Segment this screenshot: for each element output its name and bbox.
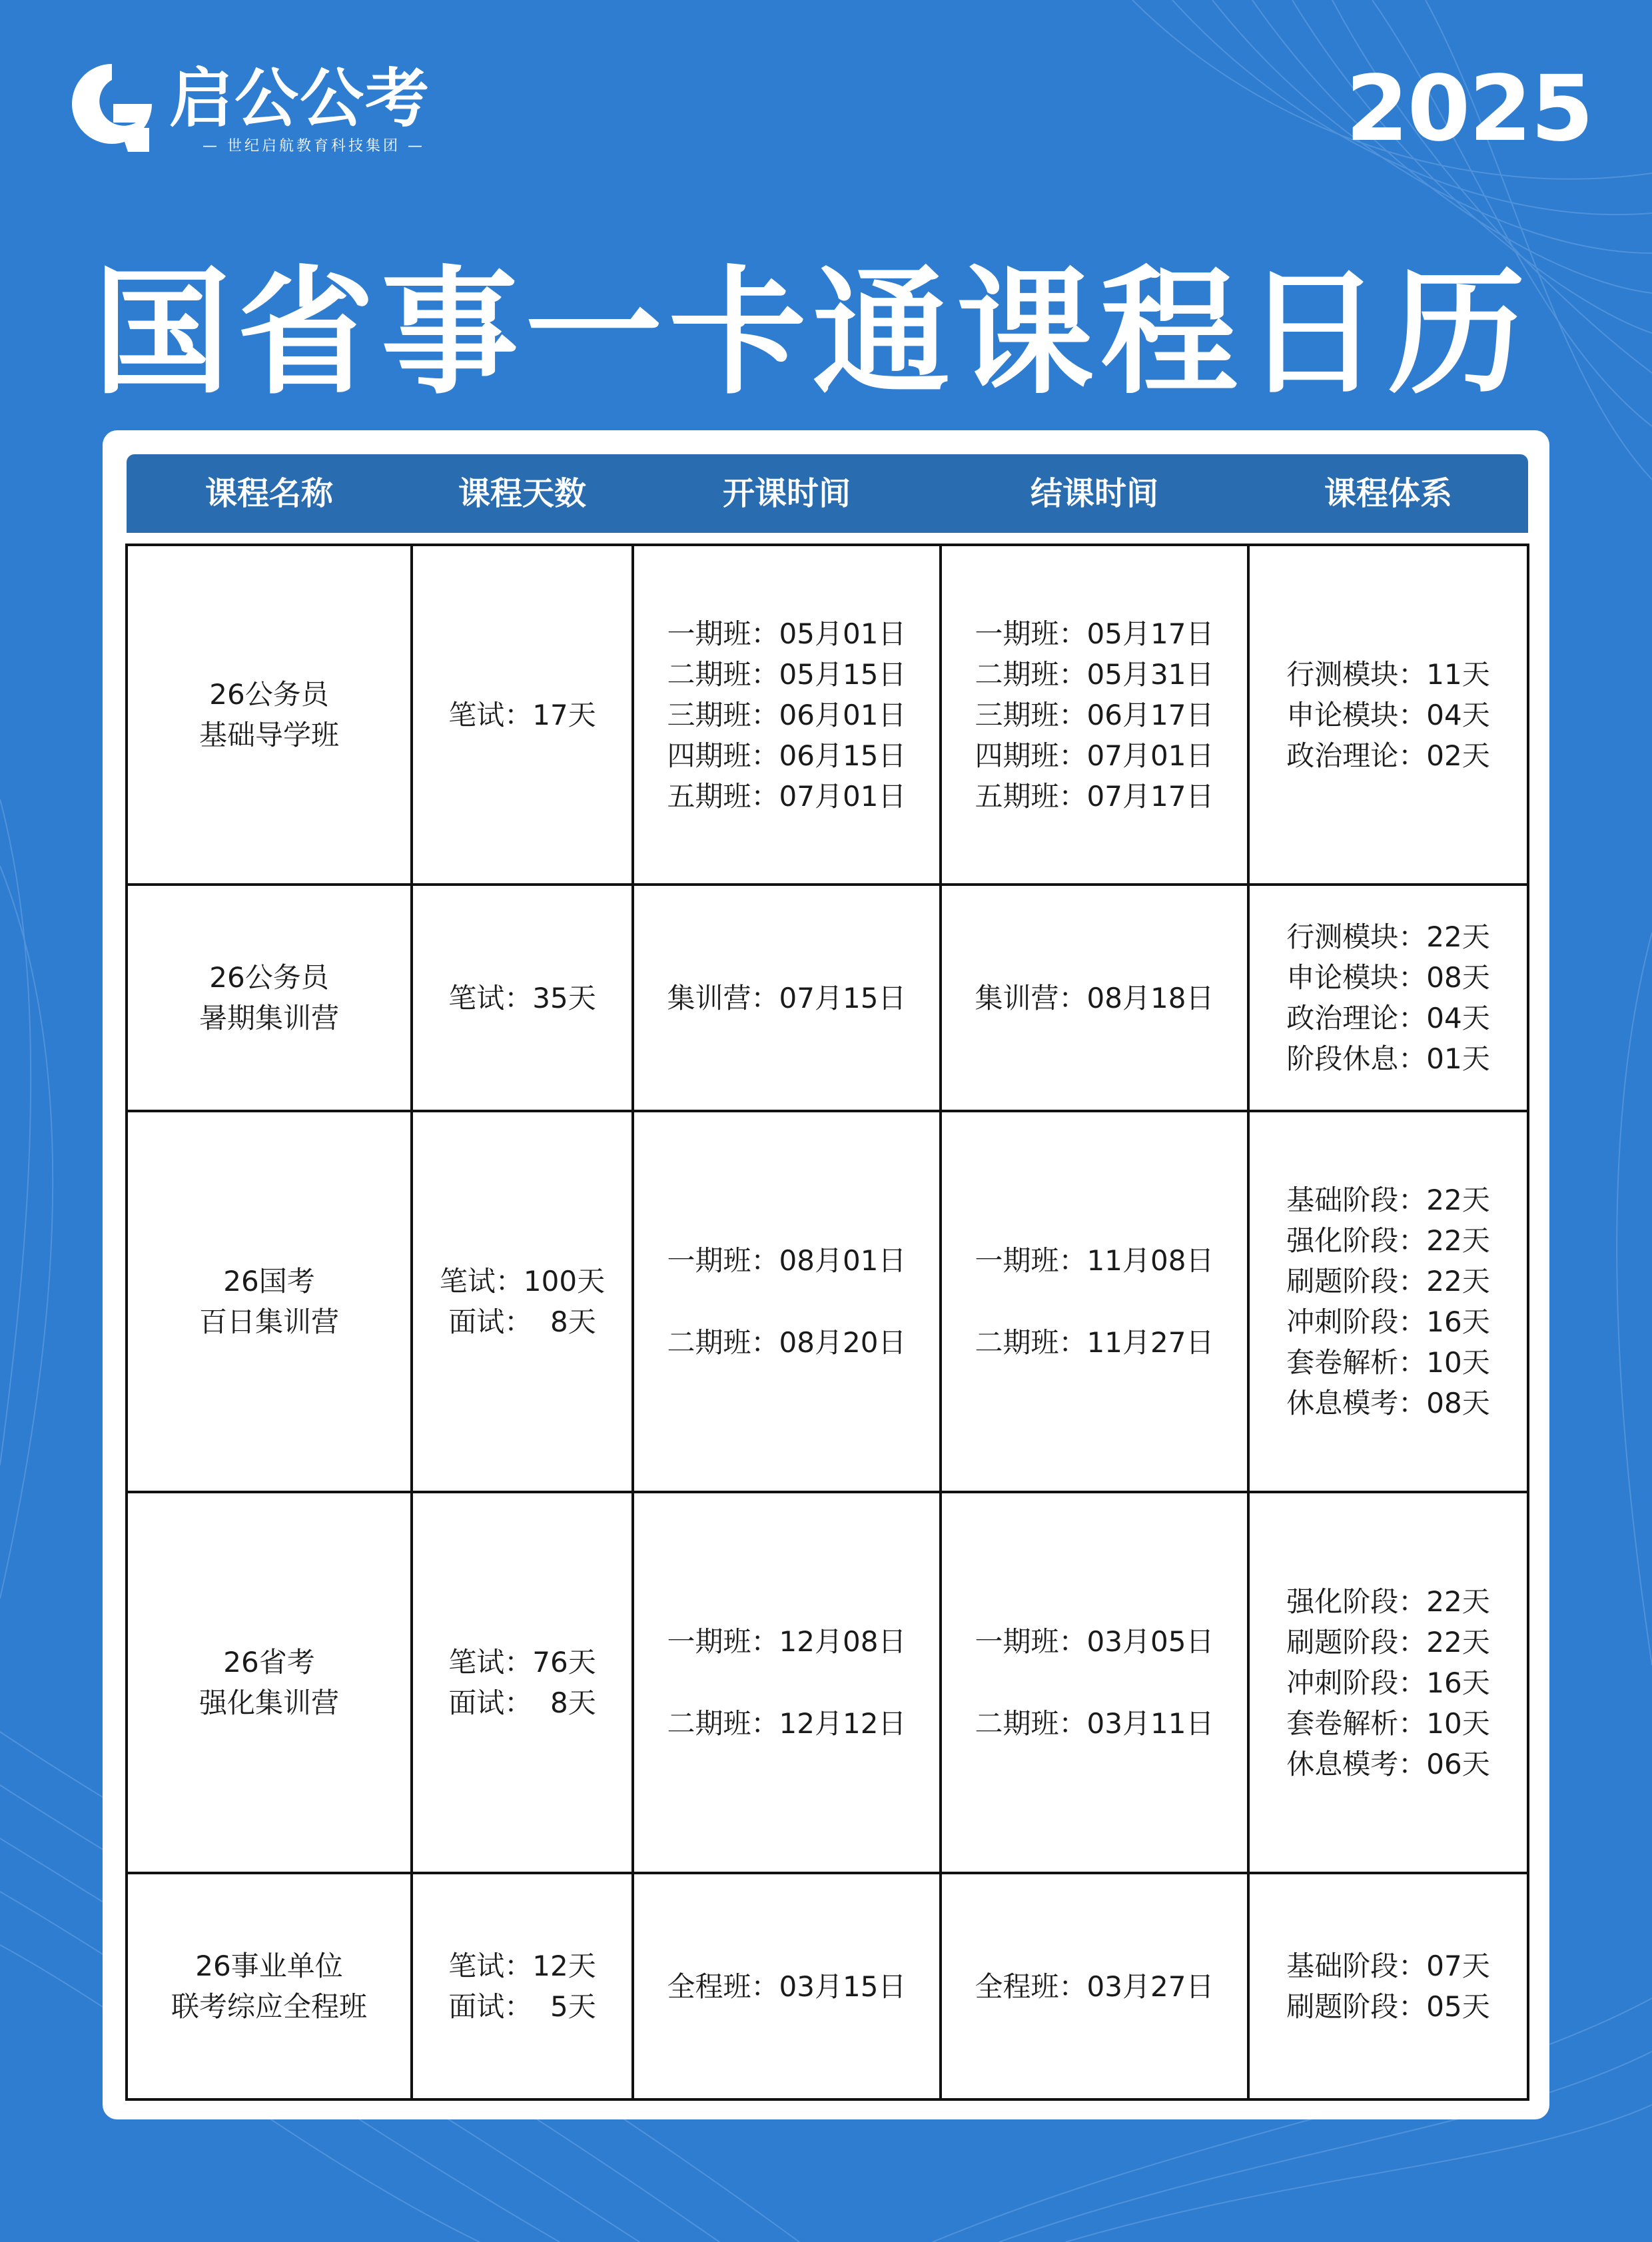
course-system-cell [1248,1873,1528,2099]
start-time-line: 四期班：06月15日 [667,739,907,772]
course-name-cell [127,1873,412,2099]
end-time-line: 一期班：11月08日 [975,1244,1214,1277]
end-time-line: 二期班：11月27日 [975,1326,1214,1359]
page-title: 国省事一卡通课程日历 [93,253,1533,413]
end-time-line: 三期班：06月17日 [975,698,1214,731]
course-name-cell [127,885,412,1111]
course-name-line: 百日集训营 [199,1306,339,1338]
header-start-time: 开课时间 [722,475,851,512]
start-time-line: 二期班：12月12日 [667,1707,907,1740]
course-system-cell [1248,885,1528,1111]
course-system-line: 休息模考：06天 [1286,1747,1490,1780]
course-days-cell [412,1873,633,2099]
course-name-cell [127,1492,412,1873]
course-days-cell [412,1492,633,1873]
course-name-line: 26国考 [223,1265,315,1298]
course-name-line: 强化集训营 [199,1686,339,1719]
course-system-line: 冲刺阶段：16天 [1286,1666,1490,1699]
start-time-cell [633,1111,941,1492]
course-name-line: 联考综应全程班 [171,1990,367,2023]
start-time-line: 集训营：07月15日 [667,981,907,1014]
table-row [127,885,1528,1111]
course-system-line: 冲刺阶段：16天 [1286,1306,1490,1338]
course-system-line: 行测模块：11天 [1286,657,1490,691]
start-time-line: 二期班：08月20日 [667,1326,907,1359]
end-time-line: 一期班：03月05日 [975,1625,1214,1658]
end-time-cell [941,1492,1248,1873]
course-days-line: 面试： 8天 [448,1306,596,1338]
header-course-name: 课程名称 [205,475,333,512]
brand-logo-icon [71,61,157,152]
start-time-line: 一期班：12月08日 [667,1625,907,1658]
start-time-line: 全程班：03月15日 [667,1970,907,2003]
course-days-cell [412,545,633,885]
end-time-line: 集训营：08月18日 [975,981,1214,1014]
start-time-cell [633,1492,941,1873]
course-system-line: 基础阶段：22天 [1286,1184,1490,1216]
course-name-line: 26省考 [223,1646,315,1679]
course-system-line: 基础阶段：07天 [1286,1950,1490,1982]
start-time-line: 二期班：05月15日 [667,657,907,691]
brand-slogan: — 世纪启航教育科技集团 — [203,138,425,155]
course-days-line: 笔试：100天 [439,1265,606,1298]
end-time-cell [941,1111,1248,1492]
start-time-line: 一期班：08月01日 [667,1244,907,1277]
table-row [127,1492,1528,1873]
course-system-line: 申论模块：04天 [1286,698,1490,731]
table-row [127,1873,1528,2099]
course-name-cell [127,1111,412,1492]
end-time-line: 一期班：05月17日 [975,617,1214,650]
header-course-system: 课程体系 [1324,475,1452,512]
course-name-line: 暑期集训营 [199,1002,339,1034]
brand-name: 启公公考 [169,61,430,136]
course-system-line: 套卷解析：10天 [1286,1346,1490,1379]
course-system-line: 刷题阶段：22天 [1286,1265,1490,1298]
end-time-line: 全程班：03月27日 [975,1970,1214,2003]
end-time-line: 四期班：07月01日 [975,739,1214,772]
course-system-line: 刷题阶段：22天 [1286,1625,1490,1659]
end-time-line: 五期班：07月17日 [975,779,1214,813]
course-system-cell [1248,1492,1528,1873]
course-name-cell [127,545,412,885]
end-time-cell [941,885,1248,1111]
course-days-cell [412,1111,633,1492]
course-calendar-panel [103,430,1549,2119]
course-system-line: 强化阶段：22天 [1286,1224,1490,1257]
start-time-line: 三期班：06月01日 [667,698,907,731]
course-days-line: 面试： 5天 [448,1990,596,2023]
course-system-line: 套卷解析：10天 [1286,1706,1490,1740]
course-name-line: 26公务员 [209,678,329,711]
end-time-cell [941,1873,1248,2099]
course-days-line: 笔试：17天 [448,698,596,731]
start-time-line: 一期班：05月01日 [667,617,907,650]
table-row [127,545,1528,885]
course-system-cell [1248,1111,1528,1492]
course-system-line: 阶段休息：01天 [1286,1042,1490,1075]
course-days-line: 笔试：76天 [448,1646,596,1679]
course-days-line: 笔试：35天 [448,981,596,1014]
start-time-cell [633,885,941,1111]
table-row [127,1111,1528,1492]
header-course-days: 课程天数 [458,475,586,512]
course-days-cell [412,885,633,1111]
end-time-cell [941,545,1248,885]
course-days-line: 笔试：12天 [448,1950,596,1982]
course-system-line: 政治理论：04天 [1286,1002,1490,1034]
end-time-line: 二期班：05月31日 [975,657,1214,691]
year-label: 2025 [1346,57,1593,162]
course-name-line: 26事业单位 [195,1950,343,1982]
start-time-line: 五期班：07月01日 [667,779,907,813]
table-header [127,454,1528,533]
header-end-time: 结课时间 [1030,475,1158,512]
course-table [125,544,1529,2101]
end-time-line: 二期班：03月11日 [975,1707,1214,1740]
start-time-cell [633,545,941,885]
course-system-line: 申论模块：08天 [1286,961,1490,994]
course-system-line: 刷题阶段：05天 [1286,1990,1490,2023]
course-name-line: 26公务员 [209,961,329,994]
course-system-line: 行测模块：22天 [1286,921,1490,953]
course-system-line: 休息模考：08天 [1286,1387,1490,1419]
course-system-line: 强化阶段：22天 [1286,1585,1490,1618]
course-days-line: 面试： 8天 [448,1686,596,1719]
course-system-cell [1248,545,1528,885]
course-name-line: 基础导学班 [199,719,339,751]
course-system-line: 政治理论：02天 [1286,739,1490,772]
brand-logo [71,61,470,161]
start-time-cell [633,1873,941,2099]
